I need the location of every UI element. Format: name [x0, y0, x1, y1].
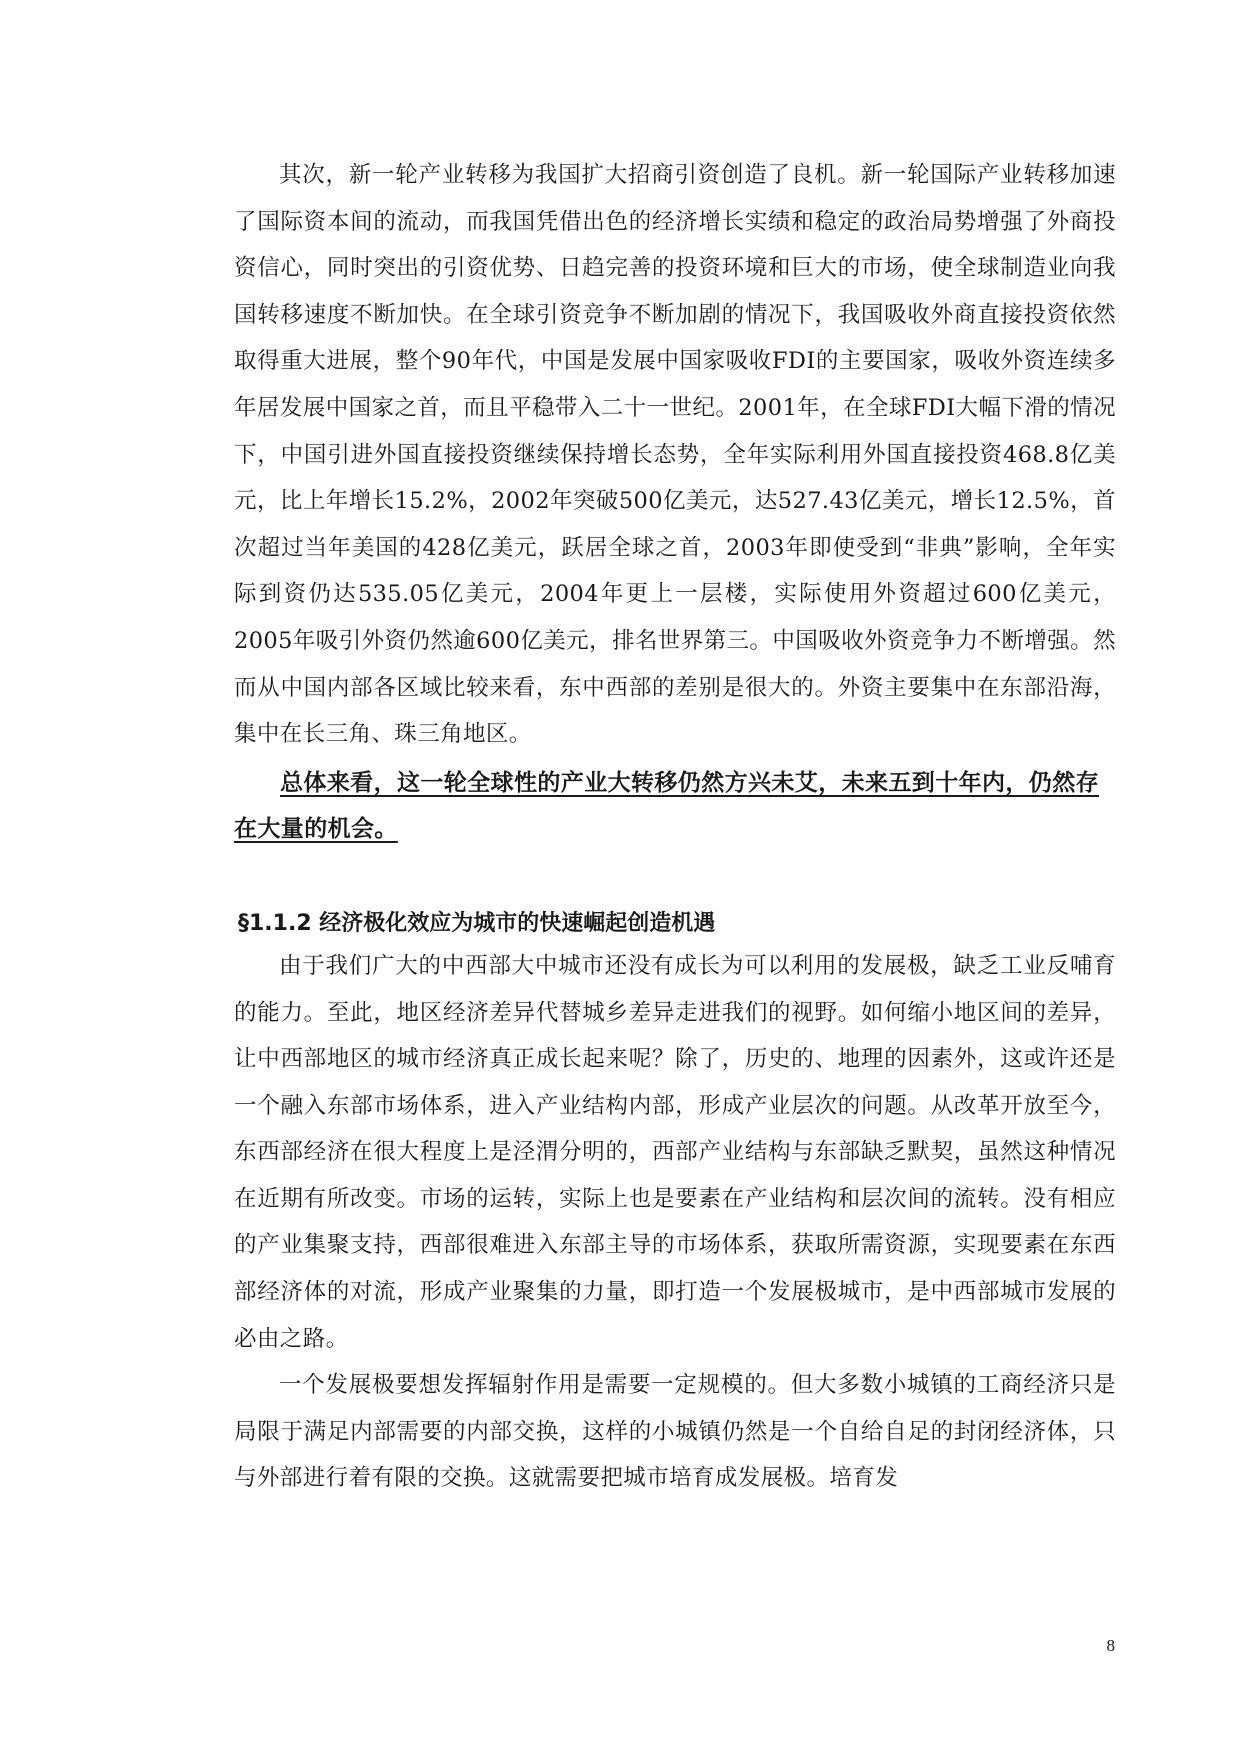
- body-paragraph: 由于我们广大的中西部大中城市还没有成长为可以利用的发展极，缺乏工业反哺育的能力。至此，地区经济差异代替城乡差异走进我们的视野。如何缩小地区间的差异，让中西部地区的城市经济真正成长起来呢？除了，历史的、地理的因素外，这或许还是一个融入东部市场体系，进入产业结构内部，形成产业层次的问题。从改革开放至今，东西部经济在很大程度上是泾渭分明的，西部产业结构与东部缺乏默契，虽然这种情况在近期有所改变。市场的运转，实际上也是要素在产业结构和层次间的流转。没有相应的产业集聚支持，西部很难进入东部主导的市场体系，获取所需资源，实现要素在东西部经济体的对流，形成产业聚集的力量，即打造一个发展极城市，是中西部城市发展的必由之路。: [234, 952, 1116, 1352]
- section-heading: §1.1.2 经济极化效应为城市的快速崛起创造机遇: [238, 910, 716, 936]
- body-paragraph: 一个发展极要想发挥辐射作用是需要一定规模的。但大多数小城镇的工商经济只是局限于满足内部需要的内部交换，这样的小城镇仍然是一个自给自足的封闭经济体，只与外部进行着有限的交换。这就需要把城市培育成发展极。培育发: [234, 1372, 1116, 1492]
- body-paragraph: 其次，新一轮产业转移为我国扩大招商引资创造了良机。新一轮国际产业转移加速了国际资本间的流动，而我国凭借出色的经济增长实绩和稳定的政治局势增强了外商投资信心，同时突出的引资优势、日趋完善的投资环境和巨大的市场，使全球制造业向我国转移速度不断加快。在全球引资竞争不断加剧的情况下，我国吸收外商直接投资依然取得重大进展，整个90年代，中国是发展中国家吸收FDI的主要国家，吸收外资连续多年居发展中国家之首，而且平稳带入二十一世纪。2001年，在全球FDI大幅下滑的情况下，中国引进外国直接投资继续保持增长态势，全年实际利用外国直接投资468.8亿美元，比上年增长15.2%，2002年突破500亿美元，达527.43亿美元，增长12.5%，首次超过当年美国的428亿美元，跃居全球之首，2003年即使受到“非典”影响，全年实际到资仍达535.05亿美元，2004年更上一层楼，实际使用外资超过600亿美元，2005年吸引外资仍然逾600亿美元，排名世界第三。中国吸收外资竞争力不断增强。然而从中国内部各区域比较来看，东中西部的差别是很大的。外资主要集中在东部沿海，集中在长三角、珠三角地区。: [234, 162, 1116, 748]
- summary-paragraph: 总体来看，这一轮全球性的产业大转移仍然方兴未艾，未来五到十年内，仍然存在大量的机会。: [234, 769, 1099, 843]
- page-body: [234, 152, 1116, 1502]
- page-number: 8: [1106, 1636, 1115, 1655]
